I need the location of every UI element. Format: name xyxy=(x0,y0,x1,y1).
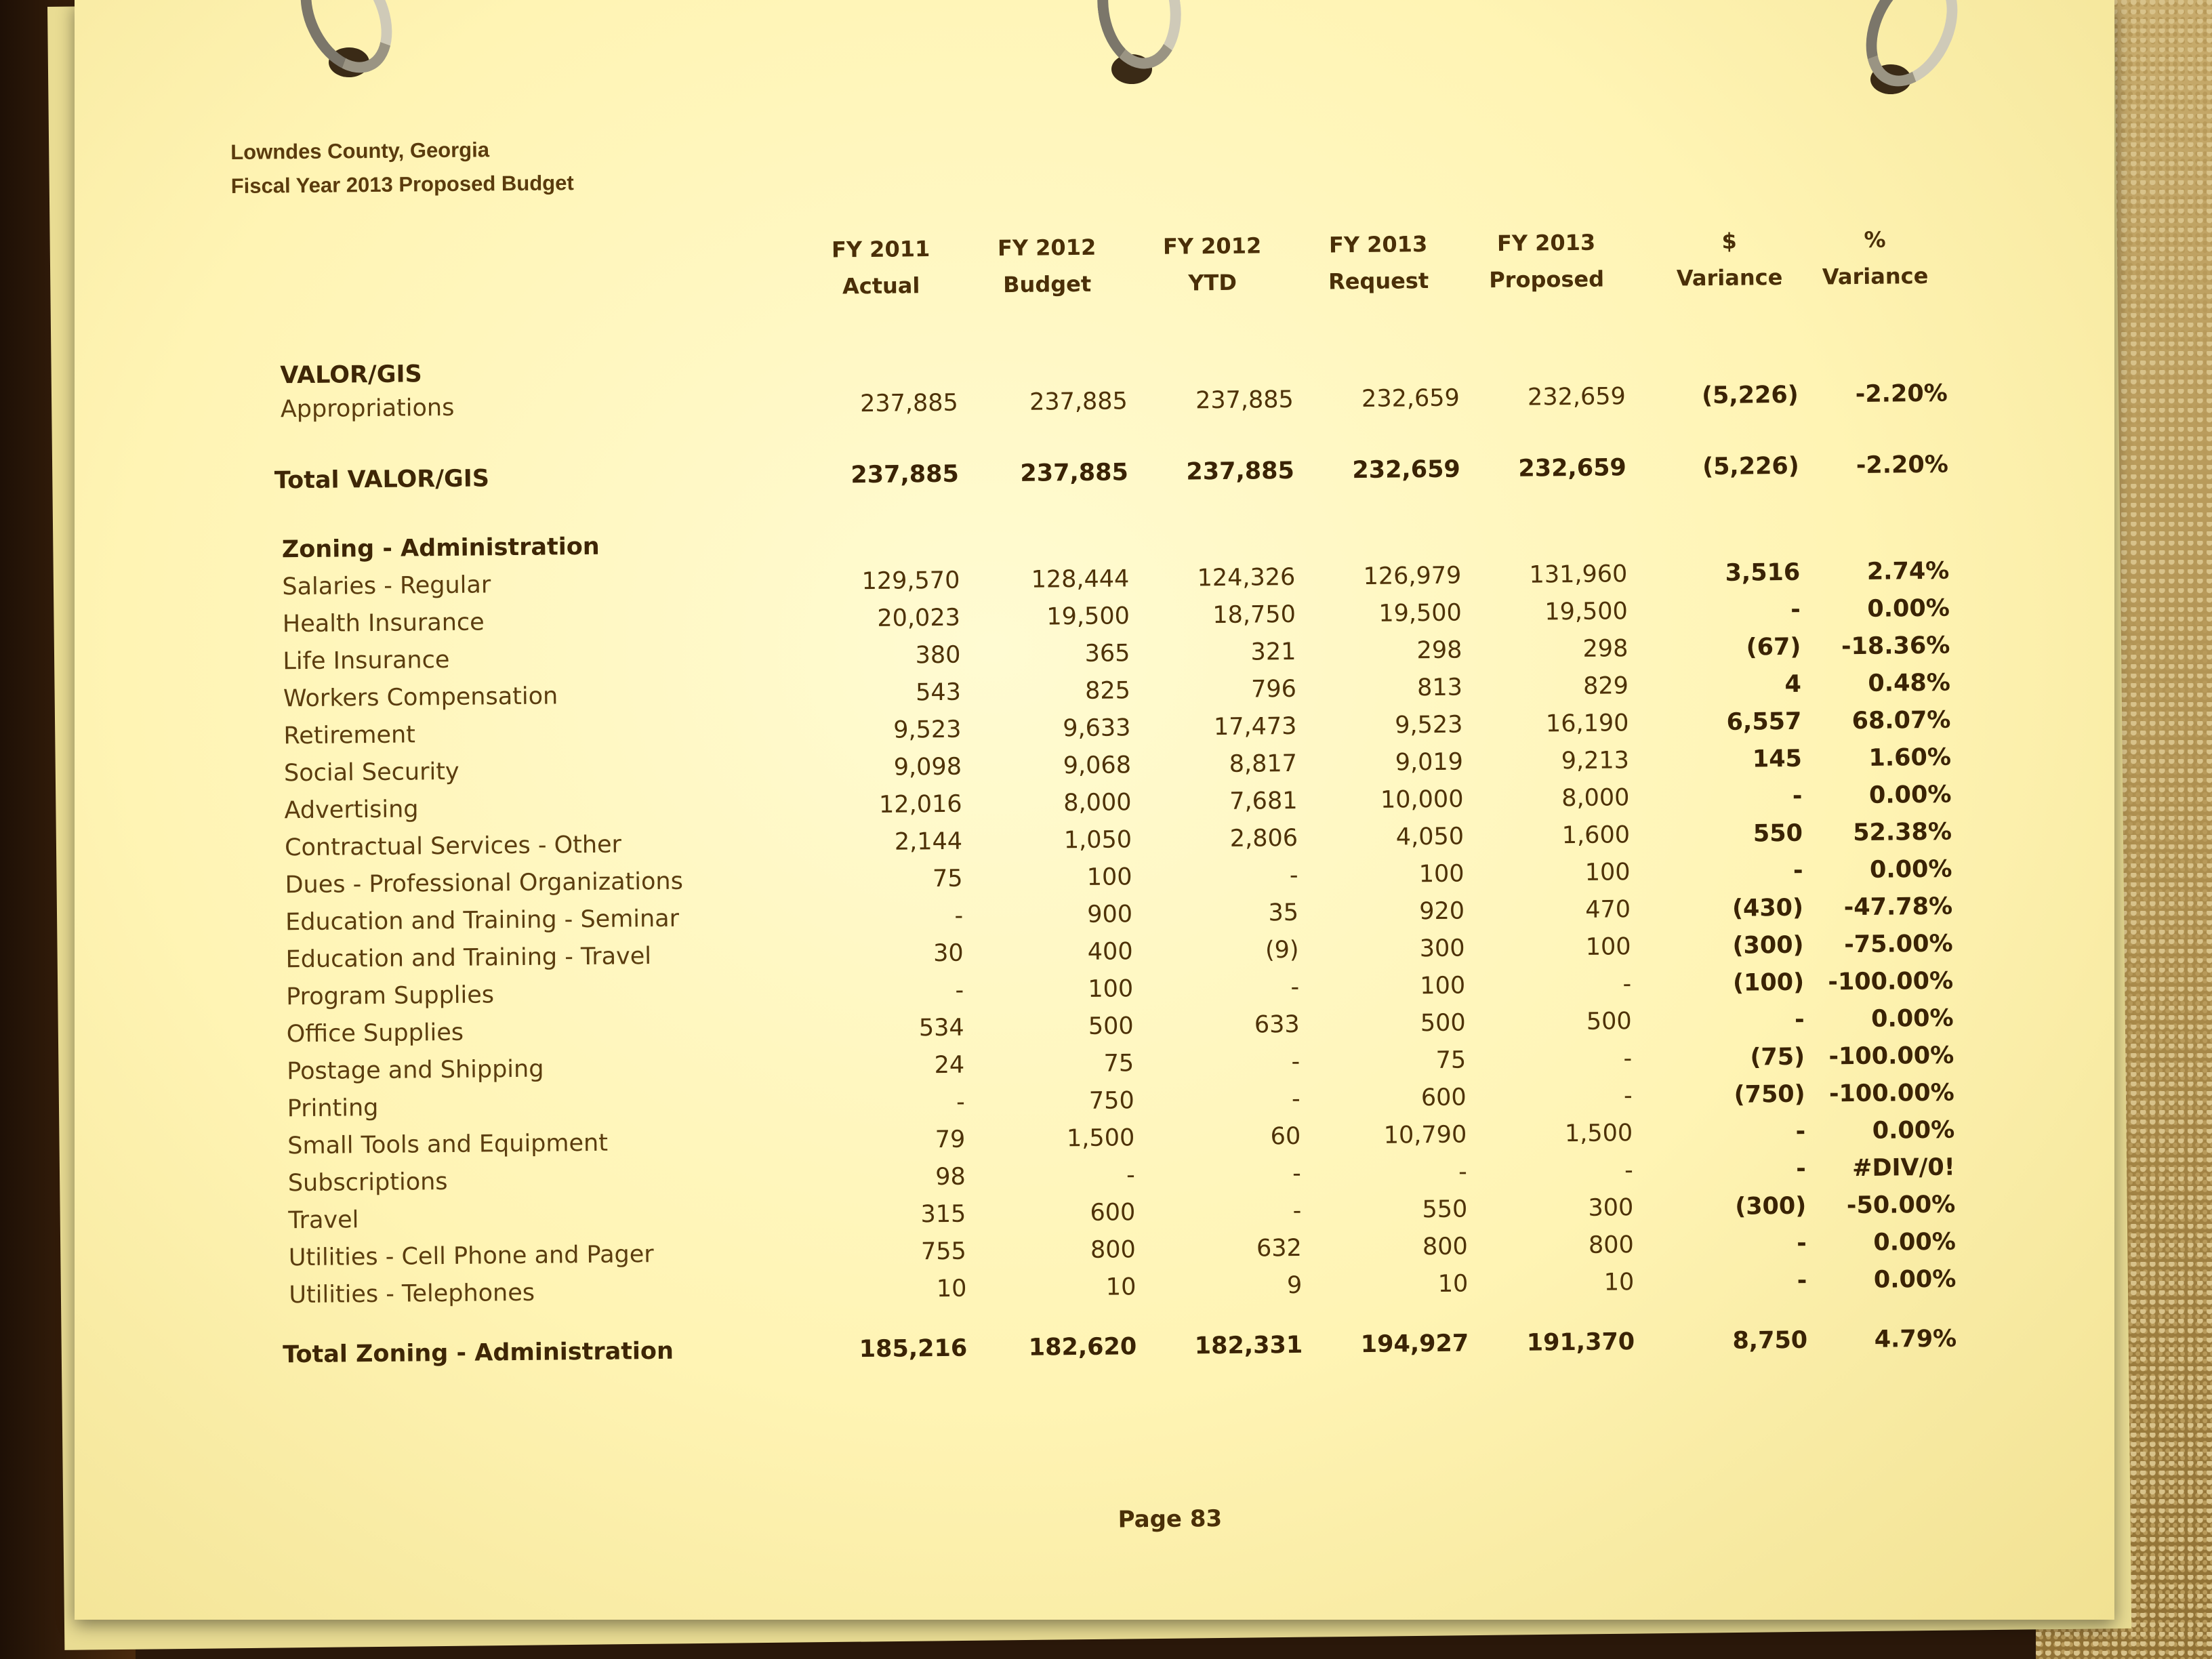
amount-cell: 300 xyxy=(1588,1194,1634,1222)
amount-cell: - xyxy=(1623,1045,1633,1073)
amount-cell: 16,190 xyxy=(1545,710,1629,738)
amount-cell: - xyxy=(1458,1158,1467,1186)
amount-cell: - xyxy=(1624,1157,1633,1185)
variance-cell: 0.00% xyxy=(1867,594,1950,623)
line-item-label: Postage and Shipping xyxy=(287,1055,544,1086)
column-header xyxy=(1137,227,1287,302)
amount-cell: 18,750 xyxy=(1212,600,1296,630)
amount-cell: 633 xyxy=(1254,1010,1300,1039)
column-header-line: FY 2011 xyxy=(831,236,930,263)
variance-cell: - xyxy=(1792,782,1803,810)
column-header xyxy=(1654,222,1804,297)
amount-cell: - xyxy=(956,1088,965,1116)
amount-cell: 2,144 xyxy=(894,827,963,856)
variance-cell: 0.00% xyxy=(1868,781,1952,809)
amount-cell: 20,023 xyxy=(877,604,961,632)
amount-cell: 10 xyxy=(1105,1273,1136,1301)
line-item-label: Utilities - Cell Phone and Pager xyxy=(288,1241,654,1272)
amount-cell: 10,790 xyxy=(1383,1121,1467,1149)
amount-cell: 237,885 xyxy=(851,460,960,489)
line-item-label: Workers Compensation xyxy=(283,682,558,713)
amount-cell: - xyxy=(1291,1048,1300,1076)
amount-cell: 126,979 xyxy=(1363,562,1462,590)
amount-cell: 900 xyxy=(1087,901,1133,928)
amount-cell: 9,068 xyxy=(1063,752,1132,780)
line-item-label: Contractual Services - Other xyxy=(284,831,622,862)
amount-cell: 9,633 xyxy=(1063,714,1131,743)
amount-cell: 232,659 xyxy=(1527,383,1626,411)
amount-cell: 9,019 xyxy=(1395,748,1464,777)
variance-cell: (430) xyxy=(1732,894,1804,922)
variance-cell: - xyxy=(1797,1267,1807,1294)
column-header-line: FY 2013 xyxy=(1496,229,1596,257)
budget-document xyxy=(230,118,2088,1593)
amount-cell: 60 xyxy=(1270,1122,1301,1151)
amount-cell: 24 xyxy=(934,1051,965,1080)
variance-cell: (75) xyxy=(1750,1043,1805,1071)
line-item-label: Education and Training - Seminar xyxy=(285,905,680,937)
budget-title: Fiscal Year 2013 Proposed Budget xyxy=(230,171,574,198)
amount-cell: 825 xyxy=(1084,677,1131,705)
amount-cell: 237,885 xyxy=(1195,386,1294,415)
variance-cell: -2.20% xyxy=(1856,451,1948,479)
line-item-label: Salaries - Regular xyxy=(282,571,491,601)
column-header xyxy=(1303,226,1453,300)
amount-cell: - xyxy=(1290,973,1300,1002)
amount-cell: 100 xyxy=(1585,933,1631,961)
variance-cell: 6,557 xyxy=(1726,708,1802,736)
variance-cell: (5,226) xyxy=(1701,381,1799,410)
variance-cell: 0.00% xyxy=(1872,1116,1955,1145)
line-item-label: Printing xyxy=(287,1094,379,1123)
line-item-label: Retirement xyxy=(283,721,416,750)
variance-cell: - xyxy=(1796,1155,1806,1183)
amount-cell: 550 xyxy=(1422,1195,1468,1224)
amount-cell: 534 xyxy=(918,1014,964,1042)
variance-cell: (300) xyxy=(1735,1192,1807,1221)
column-header-line: Proposed xyxy=(1489,266,1605,293)
amount-cell: 298 xyxy=(1582,635,1629,663)
amount-cell: 800 xyxy=(1090,1236,1136,1264)
amount-cell: 100 xyxy=(1088,975,1134,1003)
amount-cell: 829 xyxy=(1582,672,1629,700)
amount-cell: 800 xyxy=(1588,1231,1635,1259)
column-header-line: Variance xyxy=(1822,262,1929,290)
amount-cell: 9,213 xyxy=(1561,747,1630,775)
amount-cell: - xyxy=(1622,970,1632,998)
variance-cell: 2.74% xyxy=(1866,557,1950,586)
variance-cell: 0.00% xyxy=(1870,1004,1954,1033)
binder-ring-right-icon xyxy=(1848,0,1975,101)
total-row xyxy=(234,450,2077,506)
amount-cell: 1,500 xyxy=(1066,1124,1135,1153)
amount-cell: - xyxy=(954,902,964,930)
line-item-label: Education and Training - Travel xyxy=(285,943,652,974)
variance-cell: 0.00% xyxy=(1873,1265,1957,1294)
amount-cell: 100 xyxy=(1086,863,1132,891)
variance-cell: - xyxy=(1790,596,1801,623)
amount-cell: 920 xyxy=(1419,897,1465,926)
variance-cell: 4 xyxy=(1784,670,1802,699)
amount-cell: 2,806 xyxy=(1229,824,1298,853)
variance-cell: 145 xyxy=(1752,745,1803,773)
line-item-label: Appropriations xyxy=(280,394,455,424)
line-item-label: Office Supplies xyxy=(286,1019,464,1048)
amount-cell: 30 xyxy=(933,939,964,968)
column-header-line: Variance xyxy=(1676,264,1783,291)
amount-cell: 1,600 xyxy=(1561,821,1631,850)
amount-cell: 19,500 xyxy=(1046,602,1130,631)
amount-cell: 8,000 xyxy=(1561,784,1630,813)
variance-cell: -18.36% xyxy=(1841,632,1950,661)
variance-cell: (300) xyxy=(1732,931,1804,960)
column-header-line: FY 2013 xyxy=(1328,231,1428,258)
amount-cell: 1,500 xyxy=(1564,1120,1633,1148)
amount-cell: - xyxy=(1289,861,1298,890)
amount-cell: 500 xyxy=(1420,1009,1466,1038)
line-item-label: Health Insurance xyxy=(282,609,485,638)
line-item-label: Utilities - Telephones xyxy=(289,1279,535,1309)
amount-cell: 100 xyxy=(1420,972,1466,1000)
column-header-line: $ xyxy=(1721,228,1737,254)
budget-page xyxy=(75,0,2114,1620)
variance-cell: (67) xyxy=(1746,633,1801,661)
line-item-label: Program Supplies xyxy=(286,981,495,1011)
amount-cell: 8,817 xyxy=(1229,750,1298,778)
variance-cell: - xyxy=(1793,857,1803,884)
amount-cell: 237,885 xyxy=(859,389,959,418)
variance-cell: 0.00% xyxy=(1873,1228,1956,1256)
variance-cell: -75.00% xyxy=(1844,930,1953,959)
line-item-label: Advertising xyxy=(284,796,419,825)
column-header xyxy=(1471,224,1621,298)
amount-cell: 232,659 xyxy=(1361,384,1460,413)
amount-cell: 400 xyxy=(1087,938,1133,966)
amount-cell: 232,659 xyxy=(1352,455,1461,485)
amount-cell: 10 xyxy=(1437,1270,1469,1298)
column-header xyxy=(806,230,956,305)
amount-cell: (9) xyxy=(1265,936,1299,964)
column-header xyxy=(972,228,1122,303)
amount-cell: 315 xyxy=(920,1200,966,1229)
column-header xyxy=(1800,221,1950,295)
amount-cell: 100 xyxy=(1418,860,1465,888)
amount-cell: 9 xyxy=(1286,1271,1303,1300)
amount-cell: 100 xyxy=(1584,859,1631,886)
amount-cell: 191,370 xyxy=(1526,1328,1635,1357)
amount-cell: 98 xyxy=(935,1163,966,1191)
amount-cell: 9,098 xyxy=(893,753,962,781)
amount-cell: 796 xyxy=(1250,675,1297,703)
column-header-line: FY 2012 xyxy=(997,234,1097,262)
variance-cell: - xyxy=(1797,1229,1807,1257)
line-item-label: Subscriptions xyxy=(287,1168,448,1197)
variance-cell: 550 xyxy=(1753,819,1803,848)
variance-cell: (5,226) xyxy=(1702,452,1799,481)
column-header-line: YTD xyxy=(1188,269,1237,296)
amount-cell: - xyxy=(1292,1197,1302,1225)
document-header xyxy=(230,132,574,203)
variance-cell: #DIV/0! xyxy=(1851,1153,1955,1183)
section-title: VALOR/GIS xyxy=(280,361,422,390)
amount-cell: 17,473 xyxy=(1213,712,1297,741)
amount-cell: 4,050 xyxy=(1395,823,1465,851)
line-item-label: Small Tools and Equipment xyxy=(287,1129,609,1160)
variance-cell: 0.00% xyxy=(1869,855,1952,884)
amount-cell: 470 xyxy=(1585,896,1631,924)
amount-cell: 298 xyxy=(1416,636,1462,665)
variance-cell: 52.38% xyxy=(1853,818,1952,847)
variance-cell: -100.00% xyxy=(1828,967,1954,996)
amount-cell: 380 xyxy=(915,641,961,670)
variance-cell: (100) xyxy=(1732,968,1805,997)
county-name: Lowndes County, Georgia xyxy=(230,138,490,164)
amount-cell: 300 xyxy=(1419,935,1465,963)
amount-cell: 7,681 xyxy=(1229,787,1298,815)
line-item-label: Travel xyxy=(288,1206,359,1235)
line-item-label: Dues - Professional Organizations xyxy=(285,867,684,899)
total-row xyxy=(242,1324,2085,1380)
amount-cell: 813 xyxy=(1416,674,1463,702)
line-item-label: Total Zoning - Administration xyxy=(283,1337,674,1369)
amount-cell: - xyxy=(955,977,964,1004)
amount-cell: 1,050 xyxy=(1063,826,1132,855)
column-header-line: Budget xyxy=(1002,270,1092,298)
variance-cell: - xyxy=(1795,1118,1806,1145)
amount-cell: 8,000 xyxy=(1063,789,1132,817)
amount-cell: 365 xyxy=(1084,640,1130,668)
amount-cell: 9,523 xyxy=(1395,711,1463,739)
amount-cell: 500 xyxy=(1586,1008,1632,1036)
amount-cell: 12,016 xyxy=(878,790,962,819)
variance-cell: -100.00% xyxy=(1828,1042,1954,1071)
variance-cell: 0.48% xyxy=(1868,669,1951,697)
column-header-line: FY 2012 xyxy=(1162,232,1262,260)
amount-cell: 194,927 xyxy=(1360,1330,1469,1359)
amount-cell: - xyxy=(1126,1162,1135,1189)
amount-cell: 755 xyxy=(920,1237,967,1266)
amount-cell: 237,885 xyxy=(1186,457,1295,486)
amount-cell: 185,216 xyxy=(859,1334,968,1364)
page-number: Page 83 xyxy=(1118,1505,1223,1534)
amount-cell: 543 xyxy=(915,678,962,707)
amount-cell: 10 xyxy=(1603,1269,1635,1296)
amount-cell: 35 xyxy=(1268,899,1299,927)
variance-cell: (750) xyxy=(1734,1080,1805,1109)
amount-cell: 182,620 xyxy=(1028,1333,1137,1361)
variance-cell: -100.00% xyxy=(1828,1079,1954,1108)
variance-cell: 3,516 xyxy=(1725,558,1801,587)
amount-cell: 75 xyxy=(932,865,963,893)
column-header-line: Actual xyxy=(842,272,920,300)
amount-cell: 750 xyxy=(1088,1087,1134,1115)
amount-cell: 237,885 xyxy=(1020,459,1129,487)
amount-cell: 79 xyxy=(935,1126,966,1154)
variance-cell: -50.00% xyxy=(1846,1191,1956,1220)
variance-cell: 1.60% xyxy=(1868,743,1952,772)
line-item-label: Social Security xyxy=(283,758,459,787)
amount-cell: 182,331 xyxy=(1194,1331,1303,1360)
binder-ring-center-icon xyxy=(1090,0,1189,75)
variance-cell: - xyxy=(1794,1006,1805,1033)
amount-cell: - xyxy=(1623,1082,1633,1110)
amount-cell: 75 xyxy=(1435,1046,1467,1074)
amount-cell: 19,500 xyxy=(1544,598,1629,626)
amount-cell: - xyxy=(1292,1160,1301,1188)
amount-cell: 9,523 xyxy=(893,716,962,744)
amount-cell: 131,960 xyxy=(1529,560,1628,589)
amount-cell: 232,659 xyxy=(1518,454,1626,483)
amount-cell: 10,000 xyxy=(1380,785,1464,814)
line-item-label: Life Insurance xyxy=(283,646,450,676)
amount-cell: 600 xyxy=(1420,1084,1467,1112)
column-header-line: % xyxy=(1864,226,1886,253)
amount-cell: 237,885 xyxy=(1029,388,1128,416)
amount-cell: 800 xyxy=(1422,1233,1469,1261)
variance-cell: 8,750 xyxy=(1732,1326,1808,1355)
amount-cell: 500 xyxy=(1088,1012,1134,1040)
variance-cell: 68.07% xyxy=(1851,706,1951,735)
amount-cell: 632 xyxy=(1256,1234,1303,1263)
amount-cell: 128,444 xyxy=(1031,565,1130,594)
column-header-line: Request xyxy=(1328,268,1429,295)
amount-cell: - xyxy=(1291,1085,1300,1113)
amount-cell: 600 xyxy=(1090,1199,1136,1227)
amount-cell: 124,326 xyxy=(1197,563,1296,592)
variance-cell: -2.20% xyxy=(1855,380,1948,408)
amount-cell: 129,570 xyxy=(861,567,960,596)
amount-cell: 321 xyxy=(1250,638,1296,666)
variance-cell: 4.79% xyxy=(1874,1325,1957,1353)
amount-cell: 75 xyxy=(1103,1050,1134,1078)
variance-cell: -47.78% xyxy=(1843,893,1953,922)
line-item-label: Total VALOR/GIS xyxy=(274,465,490,495)
amount-cell: 10 xyxy=(936,1275,967,1303)
section-title: Zoning - Administration xyxy=(281,533,600,564)
amount-cell: 19,500 xyxy=(1378,599,1462,628)
